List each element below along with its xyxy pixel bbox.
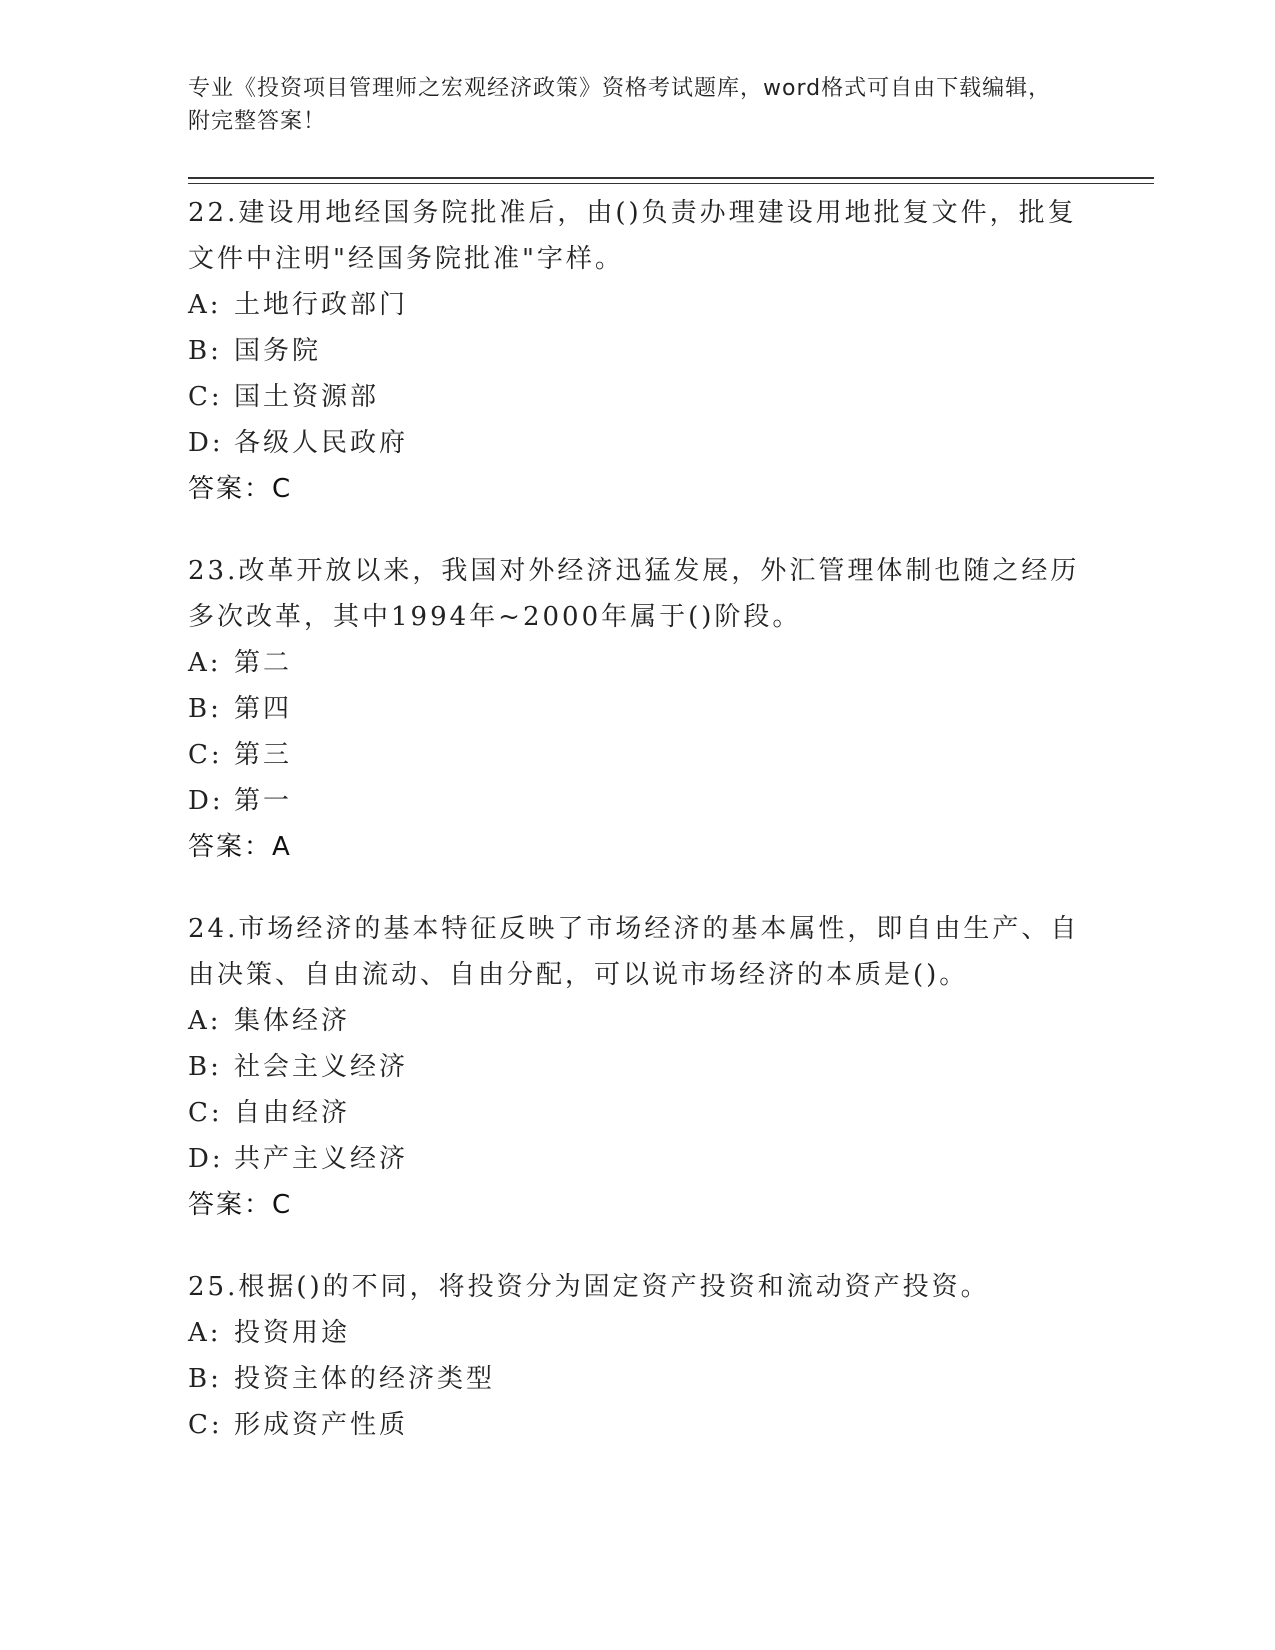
- answer-line: 答案：A: [188, 832, 292, 862]
- option-text: 第二: [234, 648, 293, 678]
- option-text: 形成资产性质: [234, 1410, 409, 1440]
- option-b: [188, 1044, 1088, 1090]
- answer-line: 答案：C: [188, 474, 293, 504]
- question-stem: 22.建设用地经国务院批准后，由()负责办理建设用地批复文件，批复文件中注明"经国务院批准"字样。: [188, 198, 1077, 274]
- option-key: D:: [188, 786, 224, 816]
- header-rule-thick: [188, 177, 1154, 179]
- option-text: 国务院: [234, 336, 322, 366]
- option-key: C:: [188, 382, 223, 412]
- option-d: [188, 420, 1088, 466]
- option-d: [188, 778, 1088, 824]
- document-header: 专业《投资项目管理师之宏观经济政策》资格考试题库，word格式可自由下载编辑，附完整答案！: [188, 76, 1052, 134]
- option-key: A:: [188, 648, 222, 678]
- option-text: 第一: [234, 786, 293, 816]
- option-c: [188, 1090, 1088, 1136]
- question-22: [188, 190, 1088, 512]
- question-stem: 24.市场经济的基本特征反映了市场经济的基本属性，即自由生产、自由决策、自由流动、自由分配，可以说市场经济的本质是()。: [188, 914, 1080, 990]
- option-b: [188, 686, 1088, 732]
- option-text: 投资用途: [234, 1318, 351, 1348]
- question-stem: 25.根据()的不同，将投资分为固定资产投资和流动资产投资。: [188, 1272, 990, 1302]
- option-key: D:: [188, 428, 224, 458]
- option-a: [188, 998, 1088, 1044]
- option-b: [188, 1356, 1088, 1402]
- option-text: 各级人民政府: [234, 428, 409, 458]
- option-key: B:: [188, 1052, 222, 1082]
- option-key: C:: [188, 1098, 223, 1128]
- option-text: 集体经济: [234, 1006, 351, 1036]
- option-text: 第三: [234, 740, 293, 770]
- option-c: [188, 1402, 1088, 1448]
- option-text: 投资主体的经济类型: [234, 1364, 496, 1394]
- option-key: A:: [188, 290, 222, 320]
- option-b: [188, 328, 1088, 374]
- option-key: C:: [188, 1410, 223, 1440]
- option-c: [188, 374, 1088, 420]
- option-text: 第四: [234, 694, 293, 724]
- option-text: 国土资源部: [234, 382, 380, 412]
- option-key: B:: [188, 694, 222, 724]
- header-rule-thin: [188, 183, 1154, 184]
- question-24: [188, 906, 1088, 1228]
- option-a: [188, 282, 1088, 328]
- option-key: B:: [188, 1364, 222, 1394]
- option-key: A:: [188, 1006, 222, 1036]
- option-text: 自由经济: [234, 1098, 351, 1128]
- option-a: [188, 1310, 1088, 1356]
- answer-line: 答案：C: [188, 1190, 293, 1220]
- option-key: B:: [188, 336, 222, 366]
- option-key: A:: [188, 1318, 222, 1348]
- option-key: C:: [188, 740, 223, 770]
- question-stem: 23.改革开放以来，我国对外经济迅猛发展，外汇管理体制也随之经历多次改革，其中1994年~2000年属于()阶段。: [188, 556, 1080, 632]
- question-23: [188, 548, 1088, 870]
- option-text: 土地行政部门: [234, 290, 409, 320]
- option-a: [188, 640, 1088, 686]
- option-c: [188, 732, 1088, 778]
- option-text: 共产主义经济: [234, 1144, 409, 1174]
- option-text: 社会主义经济: [234, 1052, 409, 1082]
- option-key: D:: [188, 1144, 224, 1174]
- option-d: [188, 1136, 1088, 1182]
- question-25: [188, 1264, 1088, 1448]
- question-list: [188, 190, 1088, 1484]
